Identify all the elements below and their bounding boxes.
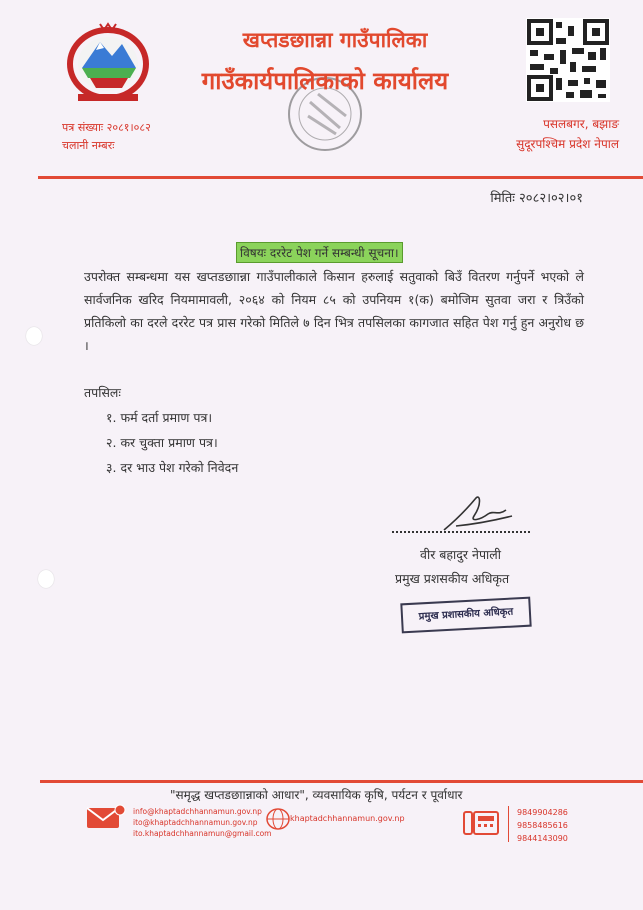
letter-subject: विषयः दररेट पेश गर्ने सम्बन्धी सूचना।	[236, 242, 403, 263]
footer-phones	[517, 806, 568, 845]
phone-bracket	[508, 806, 513, 842]
footer-website[interactable]: khaptadchhannamun.gov.np	[290, 814, 405, 823]
list-heading: तपसिलः	[84, 385, 121, 400]
list-item: ३. दर भाउ पेश गरेको निवेदन	[106, 460, 239, 475]
dispatch-number: चलानी नम्बरः	[62, 139, 115, 152]
handwritten-signature	[436, 490, 516, 536]
document-list	[84, 380, 239, 480]
globe-icon	[266, 808, 290, 830]
punch-hole	[26, 327, 42, 345]
signature-line	[392, 531, 530, 533]
letter-date: मितिः २०८२।०२।०१	[490, 191, 583, 206]
email-address[interactable]: ito@khaptadchhannamun.gov.np	[133, 818, 258, 827]
signatory-name: वीर बहादुर नेपाली	[420, 547, 501, 562]
phone-number[interactable]: 9844143090	[517, 834, 568, 843]
address-line-2: सुदूरपश्चिम प्रदेश नेपाल	[516, 137, 619, 151]
phone-number[interactable]: 9849904286	[517, 808, 568, 817]
email-icon	[86, 804, 126, 830]
nepal-emblem	[60, 20, 156, 104]
list-item: १. फर्म दर्ता प्रमाण पत्र।	[106, 410, 213, 425]
punch-hole	[38, 570, 54, 588]
letter-meta	[62, 119, 151, 155]
letter-number: पत्र संख्याः २०८१।०८२	[62, 121, 151, 134]
email-address[interactable]: info@khaptadchhannamun.gov.np	[133, 807, 262, 816]
designation-stamp: प्रमुख प्रशासकीय अधिकृत	[400, 597, 531, 634]
letter-body: उपरोक्त सम्बन्धमा यस खप्तडछाान्ना गाउँपालीकाले किसान हरुलाई सतुवाको बिउँ वितरण गर्नुपर्ने भएको ले सार्वजनिक खरिद नियमामावली, २०६४ को नियम ८५ को उपनियम १(क) बमोजिम सुतवा जरा र त्रिउँको प्रतिकिलो का दरले दररेट पत्र प्रास गरेको मितिले ७ दिन भित्र तपसिलका कागजात सहित पेश गर्नु हुन अनुरोध छ ।	[84, 269, 584, 353]
office-name: गाउँकार्यपालिकाको कार्यालय	[201, 67, 449, 95]
footer-emails	[133, 806, 272, 839]
office-address	[516, 114, 619, 154]
header-divider	[38, 176, 643, 179]
signatory-title: प्रमुख प्रशसकीय अधिकृत	[395, 571, 510, 586]
footer-motto: "समृद्ध खप्तडछाान्नाको आधार", व्यवसायिक कृषि, पर्यटन र पूर्वाधार	[170, 788, 463, 802]
list-item: २. कर चुक्ता प्रमाण पत्र।	[106, 435, 218, 450]
phone-number[interactable]: 9858485616	[517, 821, 568, 830]
address-line-1: पसलबगर, बझाङ	[543, 117, 619, 131]
qr-code-icon	[526, 18, 610, 102]
municipality-name: खप्तडछाान्ना गाउँपालिका	[242, 28, 428, 52]
footer-divider	[40, 780, 643, 783]
phone-icon	[462, 808, 502, 836]
email-address[interactable]: ito.khaptadchhannamun@gmail.com	[133, 829, 272, 838]
